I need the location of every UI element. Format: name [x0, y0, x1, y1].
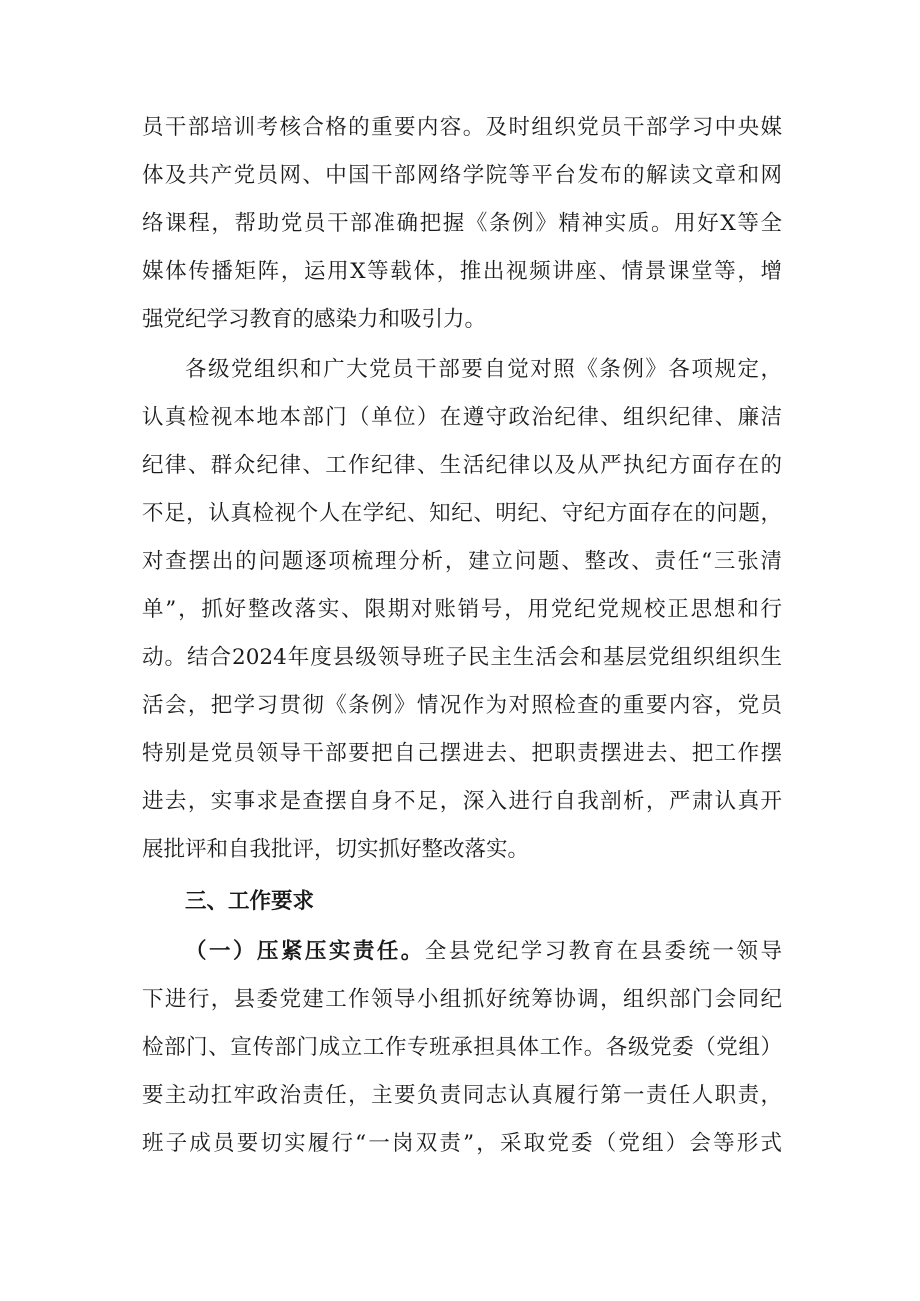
- paragraph-line: 体及共产党员网、中国干部网络学院等平台发布的解读文章和网: [142, 163, 782, 188]
- paragraph-line: 动。结合2024年度县级领导班子民主生活会和基层党组织组织生: [142, 645, 782, 670]
- paragraph-line: 活会，把学习贯彻《条例》情况作为对照检查的重要内容，党员: [142, 693, 782, 718]
- paragraph-line: 媒体传播矩阵，运用X等载体，推出视频讲座、情景课堂等，增: [142, 259, 782, 284]
- paragraph-line: 检部门、宣传部门成立工作专班承担具体工作。各级党委（党组）: [142, 1035, 782, 1060]
- paragraph-lead: （一）压紧压实责任。: [185, 939, 425, 964]
- paragraph-line: 认真检视本地本部门（单位）在遵守政治纪律、组织纪律、廉洁: [142, 405, 782, 430]
- paragraph-line: 特别是党员领导干部要把自己摆进去、把职责摆进去、把工作摆: [142, 741, 782, 766]
- paragraph-line: 下进行，县委党建工作领导小组抓好统筹协调，组织部门会同纪: [142, 987, 782, 1012]
- paragraph-line: 班子成员要切实履行“一岗双责”，采取党委（党组）会等形式: [142, 1131, 782, 1156]
- paragraph-line: 强党纪学习教育的感染力和吸引力。: [142, 307, 487, 332]
- paragraph-line: 对查摆出的问题逐项梳理分析，建立问题、整改、责任“三张清: [142, 549, 782, 574]
- paragraph-first-line: [185, 928, 782, 976]
- paragraph-lead-rest: 全县党纪学习教育在县委统一领导: [424, 939, 782, 964]
- paragraph-line: 单”，抓好整改落实、限期对账销号，用党纪党规校正思想和行: [142, 597, 782, 622]
- section-heading: 三、工作要求: [185, 889, 315, 914]
- paragraph-line: 纪律、群众纪律、工作纪律、生活纪律以及从严执纪方面存在的: [142, 453, 782, 478]
- paragraph-line: 各级党组织和广大党员干部要自觉对照《条例》各项规定，: [185, 357, 782, 382]
- paragraph-line: 要主动扛牢政治责任，主要负责同志认真履行第一责任人职责，: [142, 1083, 782, 1108]
- paragraph-line: 络课程，帮助党员干部准确把握《条例》精神实质。用好X等全: [142, 211, 782, 236]
- paragraph-line: 进去，实事求是查摆自身不足，深入进行自我剖析，严肃认真开: [142, 789, 782, 814]
- paragraph-line: 不足，认真检视个人在学纪、知纪、明纪、守纪方面存在的问题，: [142, 501, 782, 526]
- paragraph-line: 员干部培训考核合格的重要内容。及时组织党员干部学习中央媒: [142, 115, 782, 140]
- paragraph-line: 展批评和自我批评，切实抓好整改落实。: [142, 837, 530, 862]
